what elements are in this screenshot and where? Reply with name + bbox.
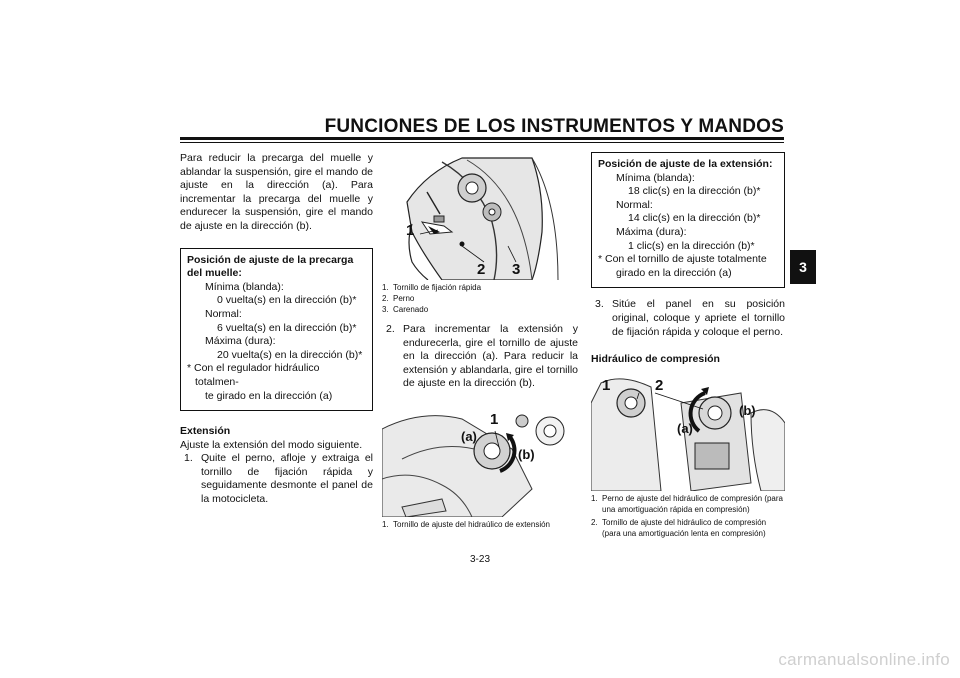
fig1-caption-num: 3.	[382, 305, 389, 314]
extension-normal-label: Normal:	[616, 198, 653, 211]
column-1	[180, 152, 373, 507]
page-number: 3-23	[469, 554, 490, 565]
preload-settings-box	[180, 248, 373, 412]
fig2-caption	[382, 519, 578, 530]
fig1-label-3: 3	[512, 261, 521, 278]
extension-footnote: * Con el tornillo de ajuste totalmente	[598, 253, 767, 266]
compression-heading: Hidráulico de compresión	[591, 353, 720, 366]
fig3-caption-text: Tornillo de ajuste del hidráulico de compresión (para una amortiguación lenta en compresión)	[602, 517, 767, 538]
fig3-label-2: 2	[655, 376, 664, 394]
fig1-caption-text: Tornillo de fijación rápida	[393, 283, 482, 292]
preload-intro: Para reducir la precarga del muelle y ablandar la suspensión, gire el mando de ajuste en la dirección (a). Para incrementar la precarga del muelle y endurecer la suspensión, gire el mando de ajuste en la dirección (b).	[180, 152, 373, 232]
extension-settings-box	[591, 152, 785, 288]
step-1	[180, 452, 373, 506]
extension-min-label: Mínima (blanda):	[616, 171, 695, 184]
step-1-number: 1.	[184, 452, 193, 465]
fig2-caption-num: 1.	[382, 519, 389, 529]
extension-min-value: 18 clic(s) en la dirección (b)*	[628, 185, 761, 198]
fig2-label-1: 1	[490, 410, 499, 428]
fig1-caption	[382, 293, 578, 304]
step-3-number: 3.	[595, 298, 604, 311]
fig3-label-b: (b)	[739, 402, 756, 418]
fig3-label-a: (a)	[677, 420, 693, 436]
fig2-caption-text: Tornillo de ajuste del hidraúlico de extensión	[393, 519, 550, 529]
fig3-caption	[591, 493, 785, 515]
figure-fairing	[382, 152, 578, 280]
fig1-caption-text: Perno	[393, 294, 415, 303]
chapter-tab: 3	[790, 250, 816, 284]
fig1-label-2: 2	[477, 261, 486, 278]
fig2-label-a: (a)	[461, 428, 477, 444]
column-3	[591, 152, 785, 539]
step-2-number: 2.	[386, 323, 395, 335]
fig3-caption-text: Perno de ajuste del hidráulico de compresión (para una amortiguación rápida en compresión)	[602, 493, 783, 514]
fig3-captions	[591, 493, 785, 539]
preload-min-value: 0 vuelta(s) en la dirección (b)*	[217, 294, 357, 307]
extension-heading: Extensión	[180, 425, 231, 438]
fig2-label-b: (b)	[518, 446, 535, 462]
figure-rebound-adjuster	[382, 399, 578, 517]
preload-footnote-cont: te girado en la dirección (a)	[205, 389, 333, 402]
step-1-text: Quite el perno, afloje y extraiga el tornillo de fijación rápida y seguidamente desmonte el panel de la motocicleta.	[201, 452, 373, 506]
preload-box-title: Posición de ajuste de la precarga del muelle:	[187, 253, 354, 280]
step-2-text: Para incrementar la extensión y endurecerla, gire el tornillo de ajuste en la dirección (a). Para reducir la extensión y ablandarla, gire el tornillo de ajuste en la dirección (b).	[403, 323, 578, 390]
fig3-caption-num: 2.	[591, 517, 598, 527]
extension-max-label: Máxima (dura):	[616, 225, 687, 238]
fig2-captions	[382, 519, 578, 530]
preload-normal-label: Normal:	[205, 307, 242, 320]
rebound-adjuster-illustration	[382, 399, 578, 517]
header-rule-thin	[180, 142, 784, 143]
fig1-caption-text: Carenado	[393, 305, 429, 314]
step-2	[382, 323, 578, 391]
watermark: carmanualsonline.info	[778, 650, 950, 669]
step-3	[591, 298, 785, 339]
preload-footnote: * Con el regulador hidráulico totalmen-	[187, 362, 320, 388]
page-title: FUNCIONES DE LOS INSTRUMENTOS Y MANDOS	[324, 116, 784, 137]
preload-normal-value: 6 vuelta(s) en la dirección (b)*	[217, 321, 357, 334]
column-2	[382, 152, 578, 530]
fig3-label-1: 1	[602, 376, 611, 394]
step-3-text: Sitúe el panel en su posición original, coloque y apriete el tornillo de fijación rápida y coloque el perno.	[612, 298, 785, 338]
extension-intro: Ajuste la extensión del modo siguiente.	[180, 438, 363, 451]
fig1-caption	[382, 282, 578, 293]
fig3-caption	[591, 517, 785, 539]
preload-max-label: Máxima (dura):	[205, 335, 276, 348]
figure-compression-adjuster	[591, 373, 785, 491]
preload-min-label: Mínima (blanda):	[205, 280, 284, 293]
header-rule	[180, 137, 784, 140]
fig3-caption-num: 1.	[591, 493, 598, 503]
fig1-caption-num: 1.	[382, 283, 389, 292]
preload-max-value: 20 vuelta(s) en la dirección (b)*	[217, 348, 363, 361]
extension-box-title: Posición de ajuste de la extensión:	[598, 158, 773, 170]
fig1-caption-num: 2.	[382, 294, 389, 303]
extension-footnote-cont: girado en la dirección (a)	[616, 266, 732, 279]
fig1-captions	[382, 282, 578, 315]
fig1-label-1: 1	[406, 222, 415, 239]
fig1-caption	[382, 304, 578, 315]
extension-max-value: 1 clic(s) en la dirección (b)*	[628, 239, 755, 252]
extension-normal-value: 14 clic(s) en la dirección (b)*	[628, 212, 761, 225]
